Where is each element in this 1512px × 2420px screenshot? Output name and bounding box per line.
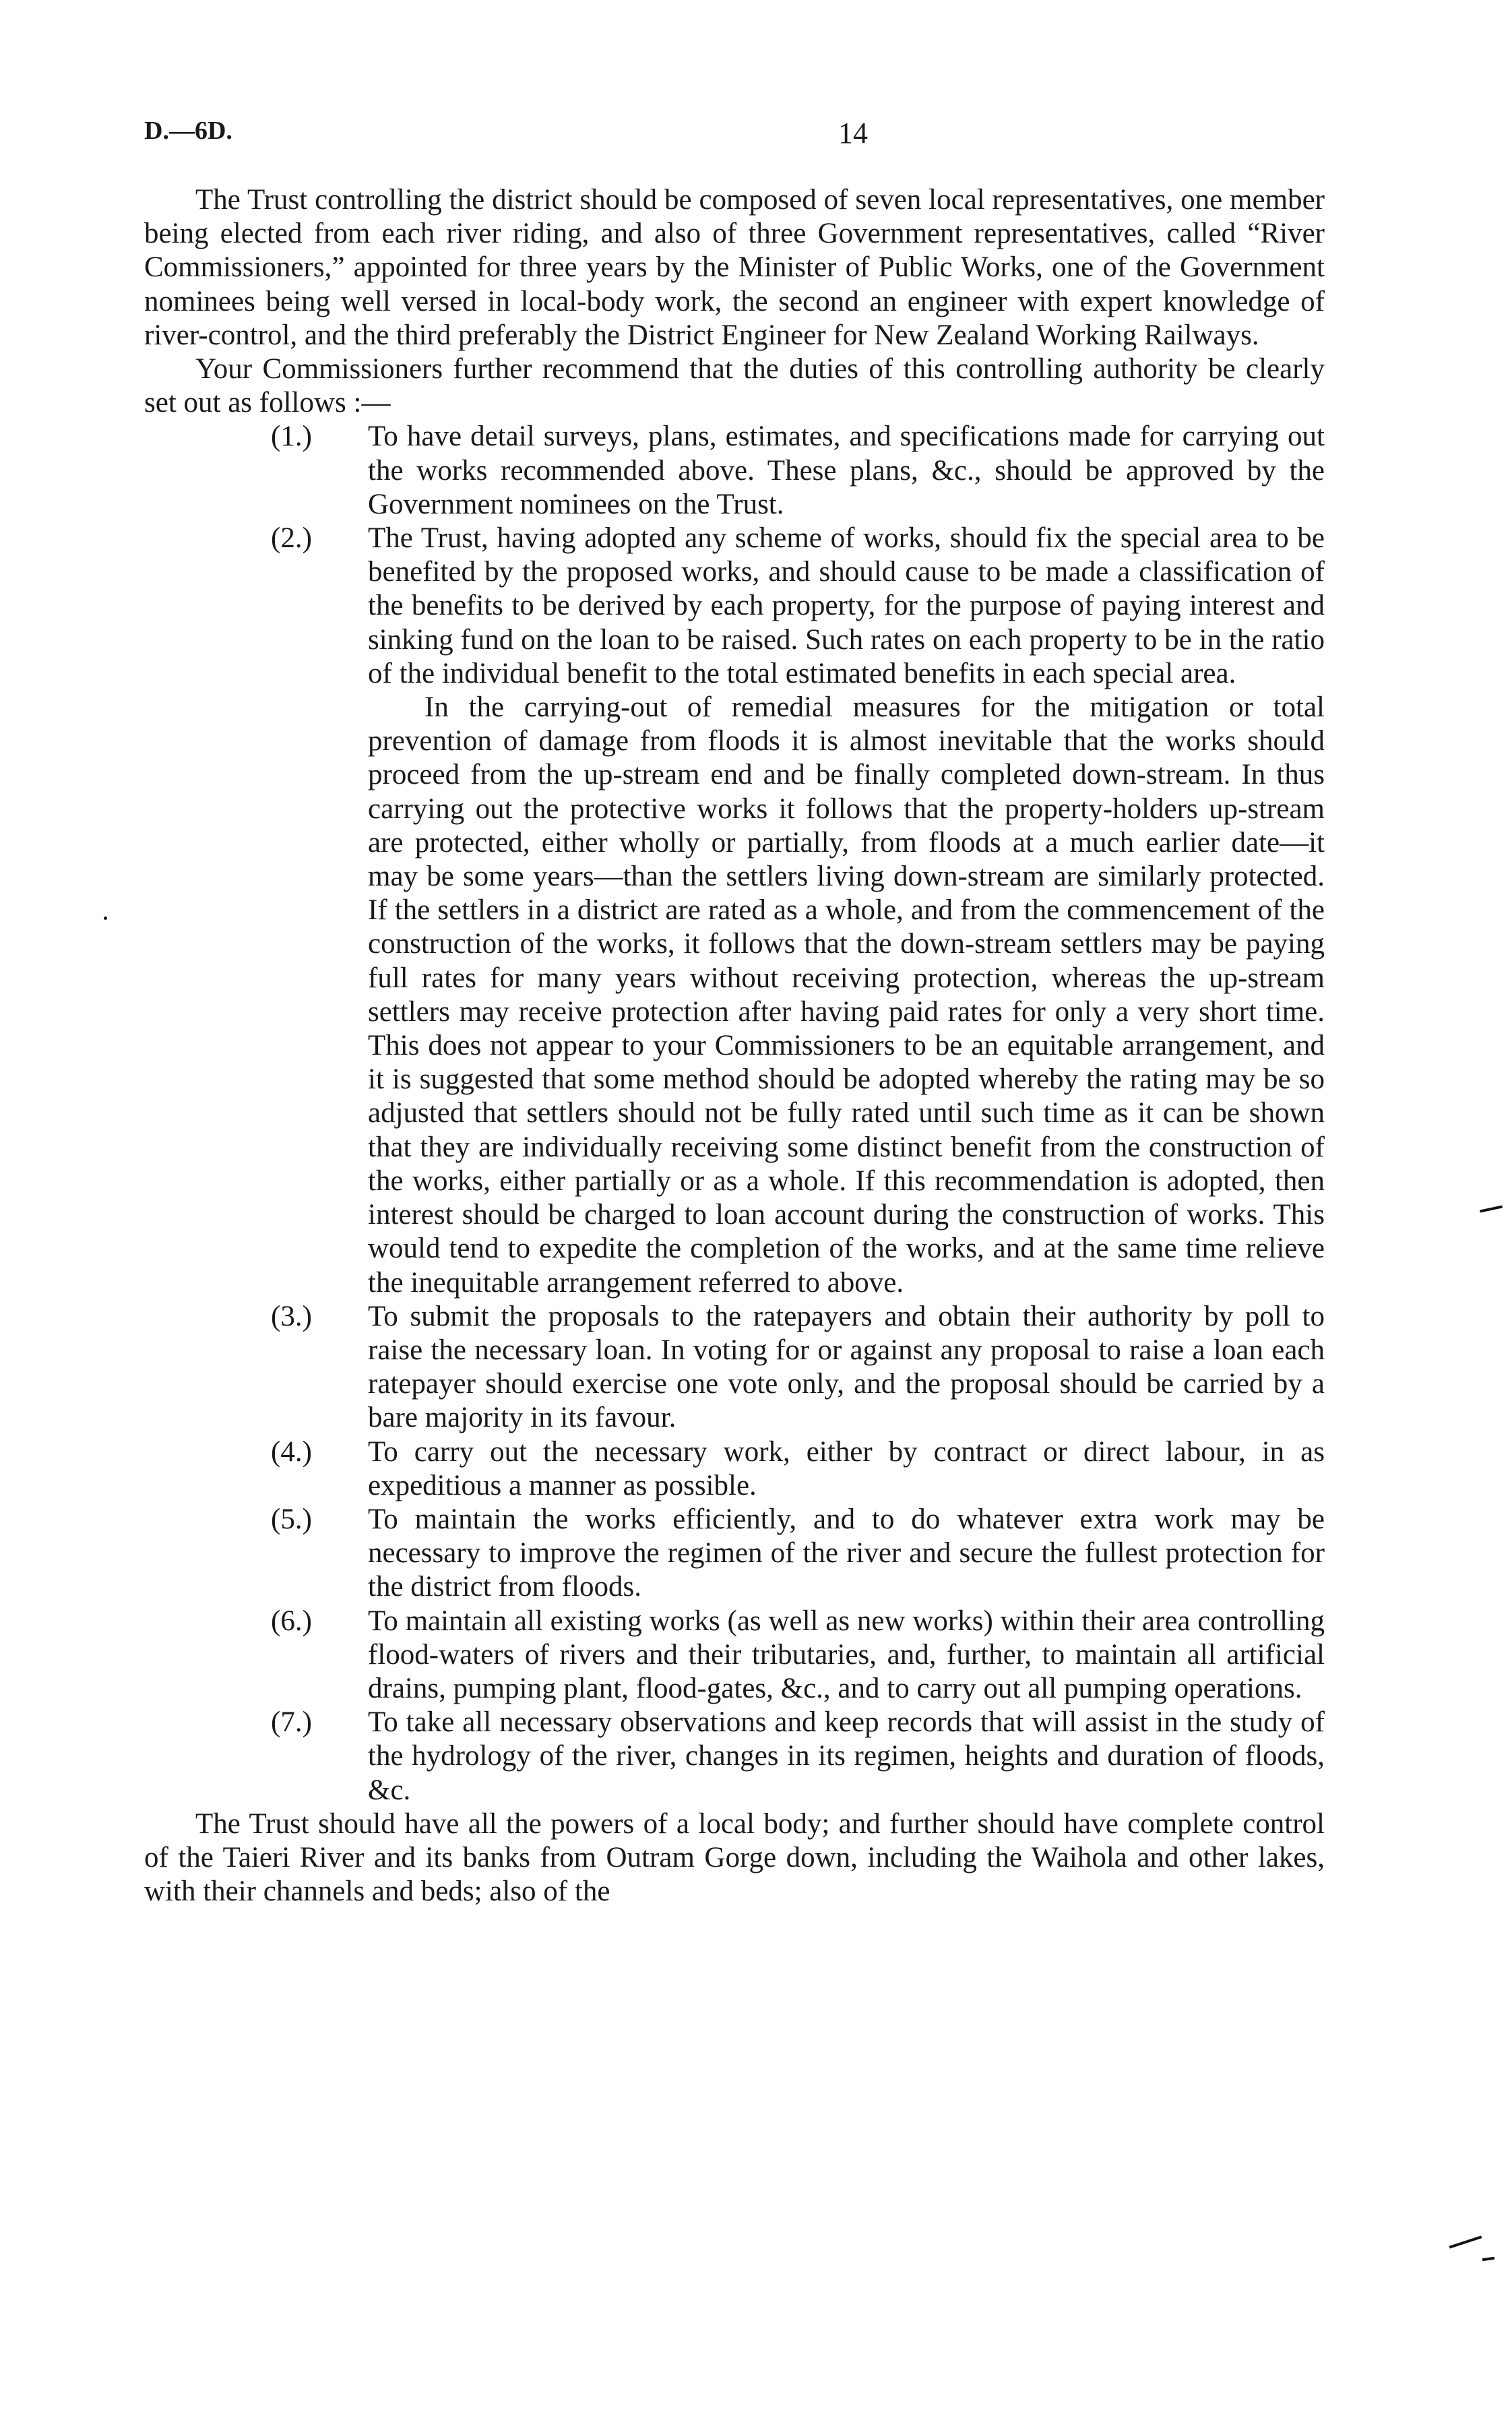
list-item-number: (6.) — [271, 1605, 312, 1637]
list-item-subparagraph: In the carrying-out of remedial measures for the mitigation or total prevention of damage from floods it is almost inevitable that the works should proceed from the up-stream end and be finally completed down-stream. In thus carrying out the protective works it follows that the property-holders up-stream are protected, either wholly or partially, from floods at a much earlier date—it may be some years—than the settlers living down-stream are similarly protected. If the settlers in a district are rated as a whole, and from the commencement of the construction of the works, it follows that the down-stream settlers may be paying full rates for many years without receiving protection, whereas the up-stream settlers may receive protection after having paid rates for only a very short time. This does not appear to your Commissioners to be an equitable arrangement, and it is suggested that some method should be adopted whereby the rating may be so adjusted that settlers should not be fully rated until such time as it can be shown that they are individually receiving some distinct benefit from the construction of the works, either partially or as a whole. If this recommendation is adopted, then interest should be charged to loan account during the construction of works. This would tend to expedite the completion of the works, and at the same time relieve the inequitable arrangement referred to above. — [368, 691, 1325, 1299]
list-item-6 — [144, 1605, 1325, 1706]
list-item-2 — [144, 522, 1325, 1300]
list-item-text: To submit the proposals to the ratepayers and obtain their authority by poll to raise the necessary loan. In voting for or against any proposal to raise a loan each ratepayer should exercise one vote only, and the proposal should be carried by a bare majority in its favour. — [368, 1300, 1325, 1434]
page-number: 14 — [838, 117, 868, 150]
list-item-text: To have detail surveys, plans, estimates, and specifications made for carrying out the works recommended above. These plans, &c., should be approved by the Government nominees on the Trust. — [368, 421, 1325, 520]
list-item-number: (1.) — [271, 421, 312, 453]
list-item-number: (4.) — [271, 1435, 312, 1468]
paragraph-trust-composition: The Trust controlling the district should be composed of seven local representatives, one member being elected from each river riding, and also of three Government representatives, called “River Commissioners,” appointed for three years by the Minister of Public Works, one of the Government nominees being well versed in local-body work, the second an engineer with expert knowledge of river-control, and the third preferably the District Engineer for New Zealand Working Railways. — [144, 184, 1325, 351]
list-item-text: To maintain the works efficiently, and to do whatever extra work may be necessary to improve the regimen of the river and secure the fullest protection for the district from floods. — [368, 1503, 1325, 1603]
document-reference: D.—6D. — [144, 117, 232, 145]
scan-mark — [1480, 1206, 1503, 1213]
list-item-7 — [144, 1706, 1325, 1807]
list-item-text: The Trust, having adopted any scheme of works, should fix the special area to be benefited by the proposed works, and should cause to be made a classification of the benefits to be derived by each property, for the purpose of paying interest and sinking fund on the loan to be raised. Such rates on each property to be in the ratio of the individual benefit to the total estimated benefits in each special area. — [368, 522, 1325, 689]
list-item-3 — [144, 1300, 1325, 1435]
list-item-number: (7.) — [271, 1706, 312, 1739]
page-header — [144, 116, 1317, 156]
scan-mark — [1449, 2235, 1482, 2248]
list-item-text: To take all necessary observations and keep records that will assist in the study of the hydrology of the river, changes in its regimen, heights and duration of floods, &c. — [368, 1706, 1325, 1806]
list-item-1 — [144, 420, 1325, 522]
scan-mark — [1482, 2257, 1494, 2261]
paragraph-trust-powers: The Trust should have all the powers of a local body; and further should have complete control of the Taieri River and its banks from Outram Gorge down, including the Waihola and other lakes, with their channels and beds; also of the — [144, 1807, 1325, 1908]
scan-mark — [104, 917, 107, 920]
list-item-number: (5.) — [271, 1503, 312, 1535]
document-body — [144, 183, 1325, 1909]
list-item-4 — [144, 1435, 1325, 1503]
list-item-number: (3.) — [271, 1300, 312, 1332]
paragraph-duties-intro: Your Commissioners further recommend that the duties of this controlling authority be clearly set out as follows :— — [144, 353, 1325, 419]
list-item-text: To carry out the necessary work, either by contract or direct labour, in as expeditious a manner as possible. — [368, 1435, 1325, 1501]
list-item-text: To maintain all existing works (as well as new works) within their area controlling flood-waters of rivers and their tributaries, and, further, to maintain all artificial drains, pumping plant, flood-gates, &c., and to carry out all pumping operations. — [368, 1605, 1325, 1704]
list-item-5 — [144, 1503, 1325, 1605]
list-item-number: (2.) — [271, 522, 312, 555]
